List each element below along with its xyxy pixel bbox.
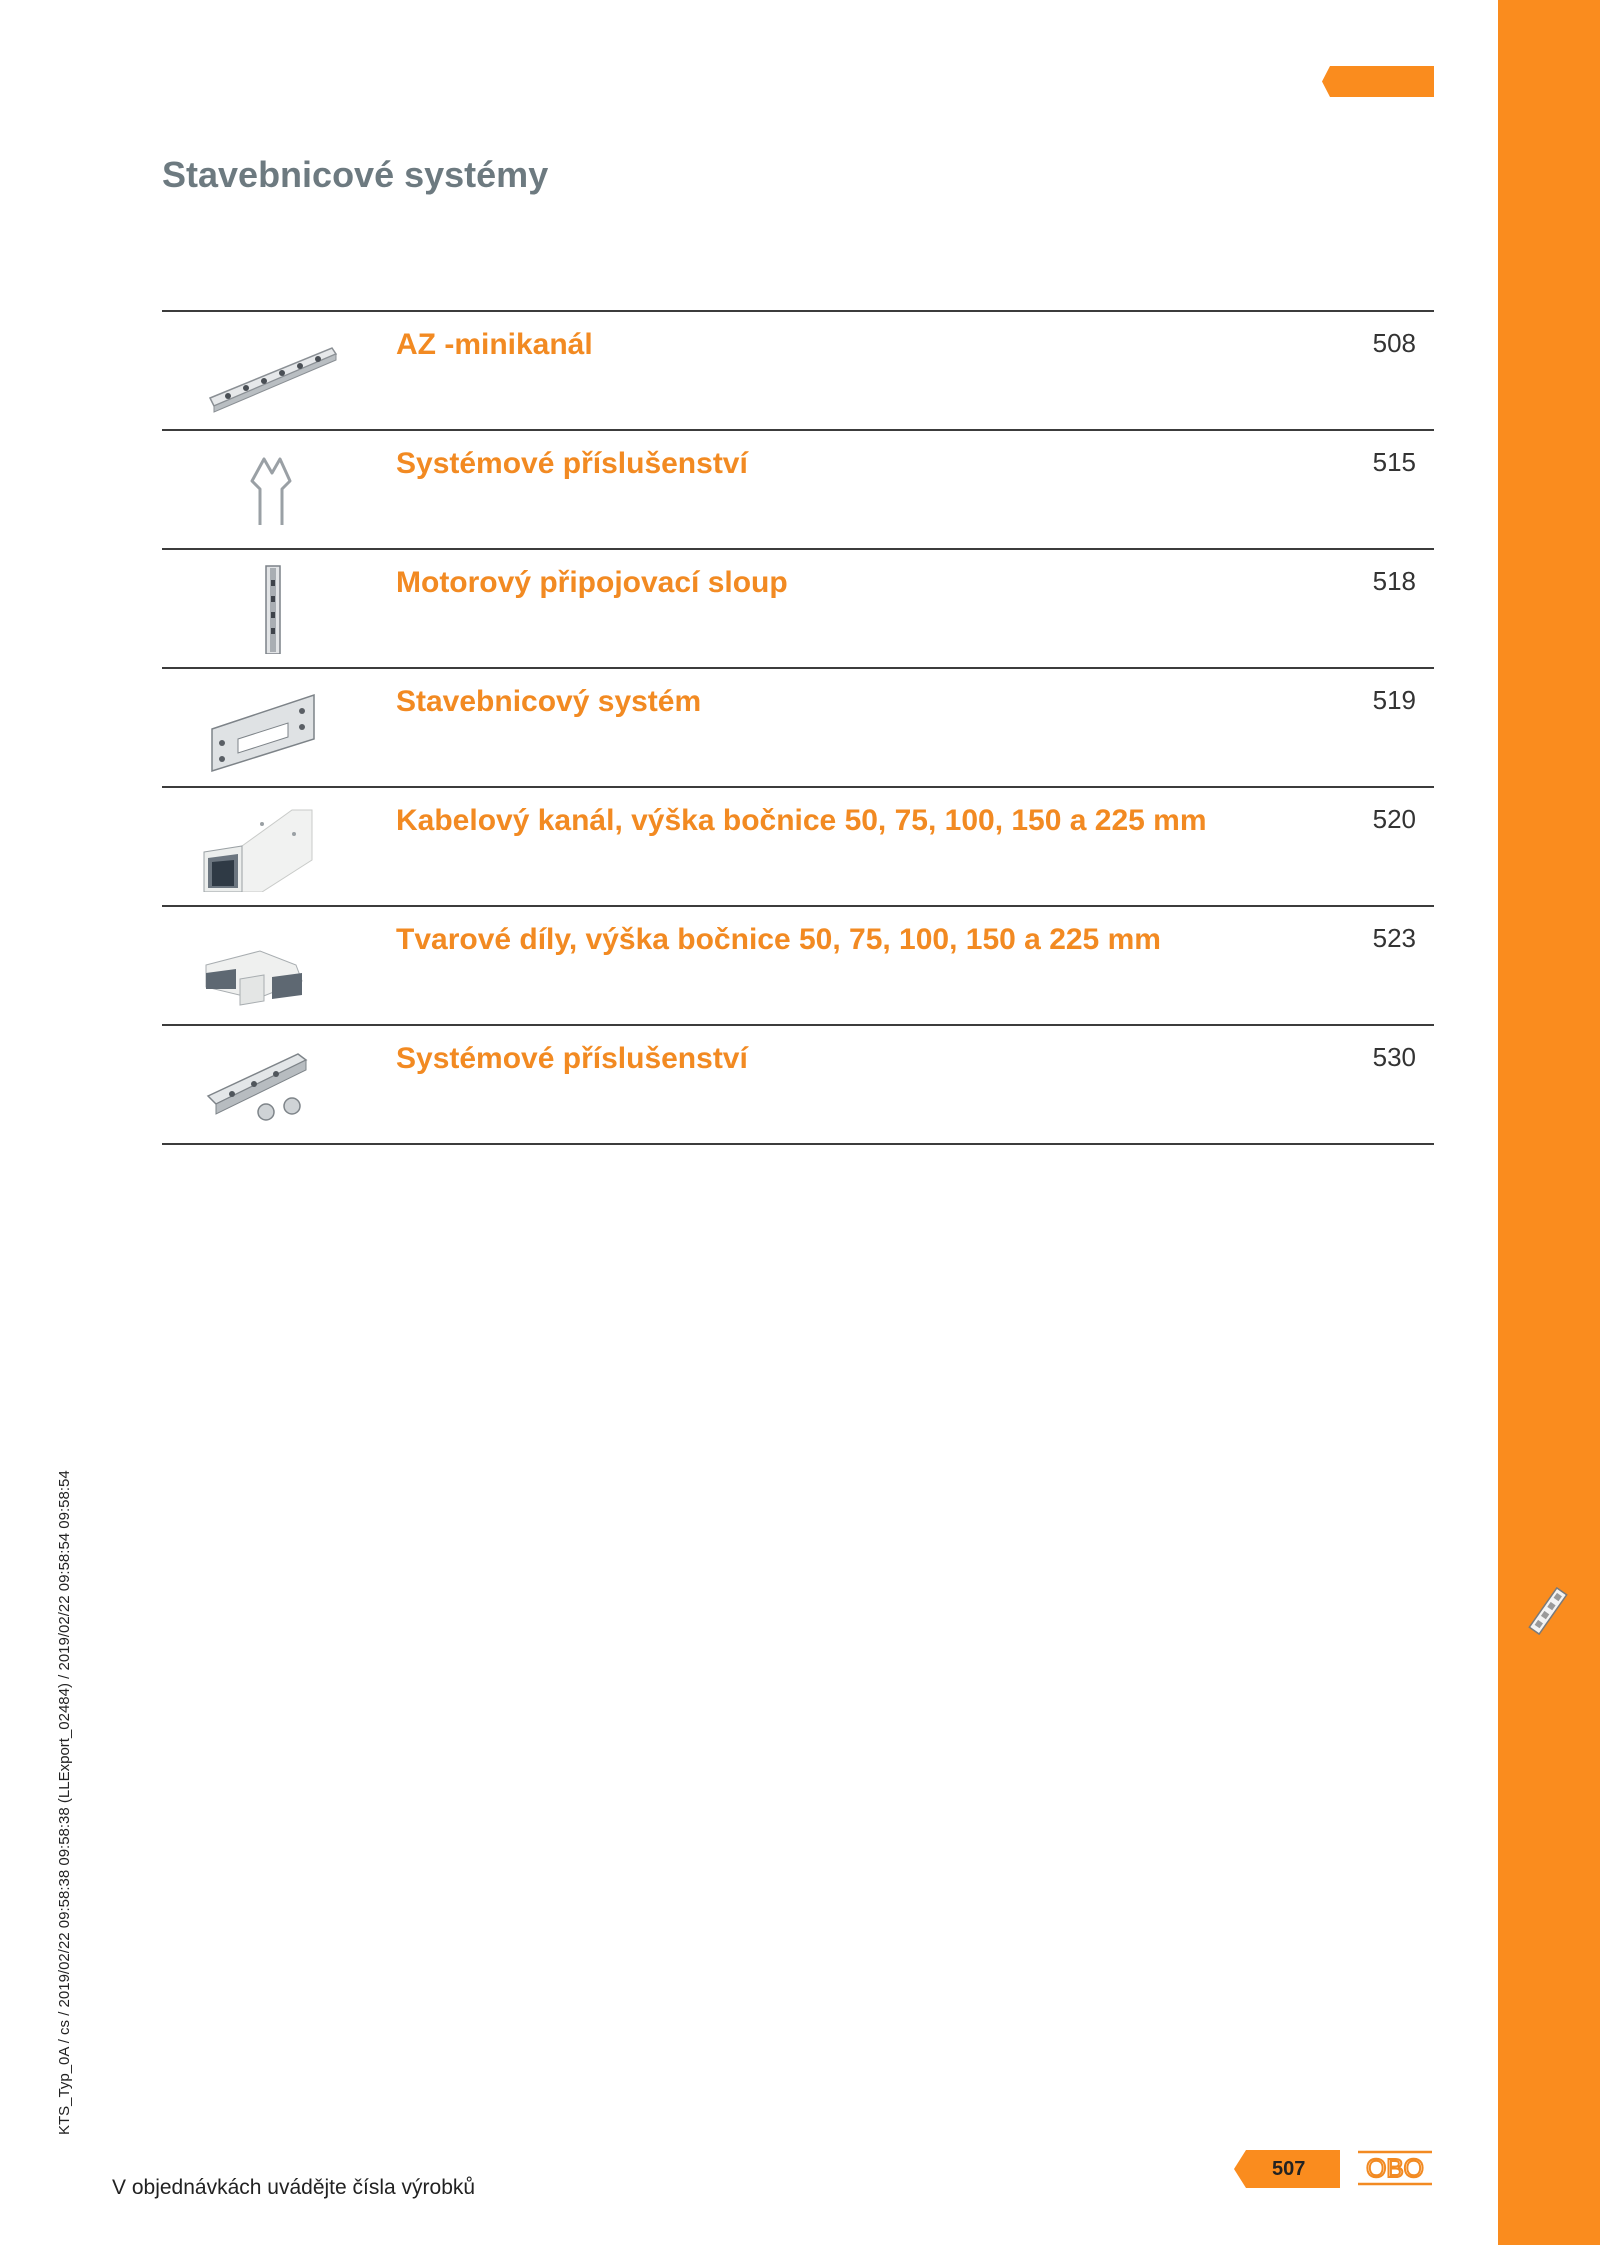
wire-hook-icon bbox=[202, 445, 342, 535]
toc-entry[interactable] bbox=[162, 788, 1434, 907]
toc-entry[interactable] bbox=[162, 312, 1434, 431]
toc-entry-title: Kabelový kanál, výška bočnice 50, 75, 100, 150 a 225 mm bbox=[396, 804, 1207, 837]
toc-entry[interactable] bbox=[162, 669, 1434, 788]
toc-entry-page: 515 bbox=[1372, 447, 1416, 477]
page-number-badge bbox=[1234, 2150, 1340, 2188]
toc-entry-page: 530 bbox=[1372, 1042, 1416, 1072]
toc-entry-title: Systémové příslušenství bbox=[396, 447, 748, 480]
footer-note: V objednávkách uvádějte čísla výrobků bbox=[112, 2176, 476, 2199]
cable-tray-icon bbox=[1522, 1585, 1574, 1637]
toc-entry-title: Systémové příslušenství bbox=[396, 1042, 748, 1075]
table-of-contents bbox=[162, 310, 1434, 1145]
page-number: 507 bbox=[1272, 2158, 1306, 2180]
toc-entry-title: AZ -minikanál bbox=[396, 328, 593, 361]
perforated-rail-icon bbox=[202, 326, 342, 416]
angle-bracket-screws-icon bbox=[202, 1040, 342, 1130]
toc-entry-page: 520 bbox=[1372, 804, 1416, 834]
toc-entry[interactable] bbox=[162, 907, 1434, 1026]
toc-entry-title: Tvarové díly, výška bočnice 50, 75, 100, 150 a 225 mm bbox=[396, 923, 1161, 956]
logo-text: OBO bbox=[1366, 2153, 1424, 2183]
connection-post-icon bbox=[202, 564, 342, 654]
section-tab-marker bbox=[1322, 66, 1434, 97]
page-title: Stavebnicové systémy bbox=[162, 154, 549, 195]
toc-entry-title: Stavebnicový systém bbox=[396, 685, 702, 718]
toc-entry-page: 518 bbox=[1372, 566, 1416, 596]
obo-logo bbox=[1356, 2148, 1434, 2188]
toc-entry[interactable] bbox=[162, 431, 1434, 550]
toc-entry-page: 519 bbox=[1372, 685, 1416, 715]
duct-tee-piece-icon bbox=[202, 921, 342, 1011]
toc-entry[interactable] bbox=[162, 1026, 1434, 1145]
toc-entry-page: 523 bbox=[1372, 923, 1416, 953]
toc-entry-page: 508 bbox=[1372, 328, 1416, 358]
print-metadata: KTS_Typ_0A / cs / 2019/02/22 09:58:38 09:58:38 (LLExport_02484) / 2019/02/22 09:58:54 09:58:54 bbox=[56, 1470, 73, 2135]
toc-entry[interactable] bbox=[162, 550, 1434, 669]
mounting-plate-icon bbox=[202, 683, 342, 773]
toc-entry-title: Motorový připojovací sloup bbox=[396, 566, 788, 599]
side-color-band bbox=[1498, 0, 1600, 2245]
cable-duct-icon bbox=[202, 802, 342, 892]
